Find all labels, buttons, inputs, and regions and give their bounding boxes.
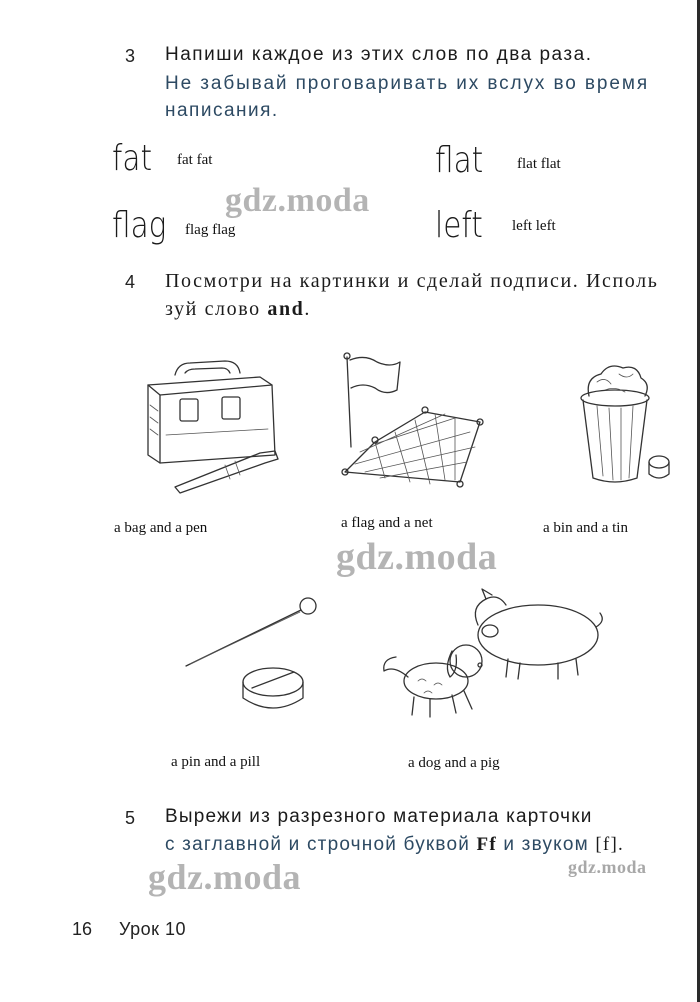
page-number: 16	[72, 919, 93, 939]
caption-bin-and-tin: a bin and a tin	[543, 520, 628, 536]
task-5-line-2-prefix: с заглавной и строчной буквой	[165, 834, 477, 855]
task-3-number: 3	[125, 46, 136, 66]
task-4-line-2-suffix: .	[304, 298, 312, 320]
task-5-letter-ff: Ff	[476, 834, 497, 855]
flag-and-net-illustration	[335, 352, 505, 492]
printed-word-flat: flat	[435, 140, 484, 181]
task-4-number: 4	[125, 272, 136, 292]
dog-and-pig-illustration	[378, 585, 608, 725]
task-5-instruction-line-2	[165, 834, 624, 856]
pin-and-pill-illustration	[180, 592, 330, 722]
watermark-bottom-right: gdz.moda	[568, 857, 647, 877]
watermark-middle: gdz.moda	[336, 536, 498, 578]
task-5-instruction-line-1: Вырежи из разрезного материала карточки	[165, 806, 593, 827]
task-5-number: 5	[125, 808, 136, 828]
lesson-label: Урок 10	[119, 919, 187, 939]
caption-pin-and-pill: a pin and a pill	[171, 754, 261, 770]
written-answer-fat: fat fat	[177, 152, 213, 168]
task-3-instruction: Напиши каждое из этих слов по два раза.	[165, 44, 593, 65]
caption-bag-and-pen: a bag and a pen	[114, 520, 208, 536]
task-5-line-2-middle: и звуком	[496, 834, 596, 855]
bag-and-pen-illustration	[130, 355, 300, 495]
task-4-instruction-line-2	[165, 298, 311, 321]
bin-and-tin-illustration	[575, 360, 675, 490]
caption-flag-and-net: a flag and a net	[341, 515, 433, 531]
printed-word-fat: fat	[112, 138, 153, 179]
task-4-instruction-line-1: Посмотри на картинки и сделай подписи. Исполь	[165, 270, 659, 292]
task-4-keyword-and: and	[267, 298, 305, 320]
watermark-bottom-left: gdz.moda	[148, 857, 302, 897]
task-5-sound-f: [f].	[595, 834, 624, 855]
printed-word-left: left	[435, 205, 483, 246]
caption-dog-and-pig: a dog and a pig	[408, 755, 500, 771]
written-answer-flag: flag flag	[185, 222, 236, 238]
written-answer-flat: flat flat	[517, 156, 561, 172]
printed-word-flag: flag	[112, 205, 167, 246]
task-3-hint-line-2: написания.	[165, 100, 279, 121]
written-answer-left: left left	[512, 218, 556, 234]
task-3-hint-line-1: Не забывай проговаривать их вслух во время	[165, 73, 650, 94]
task-4-line-2-prefix: зуй слово	[165, 298, 268, 320]
watermark-top: gdz.moda	[225, 182, 370, 219]
